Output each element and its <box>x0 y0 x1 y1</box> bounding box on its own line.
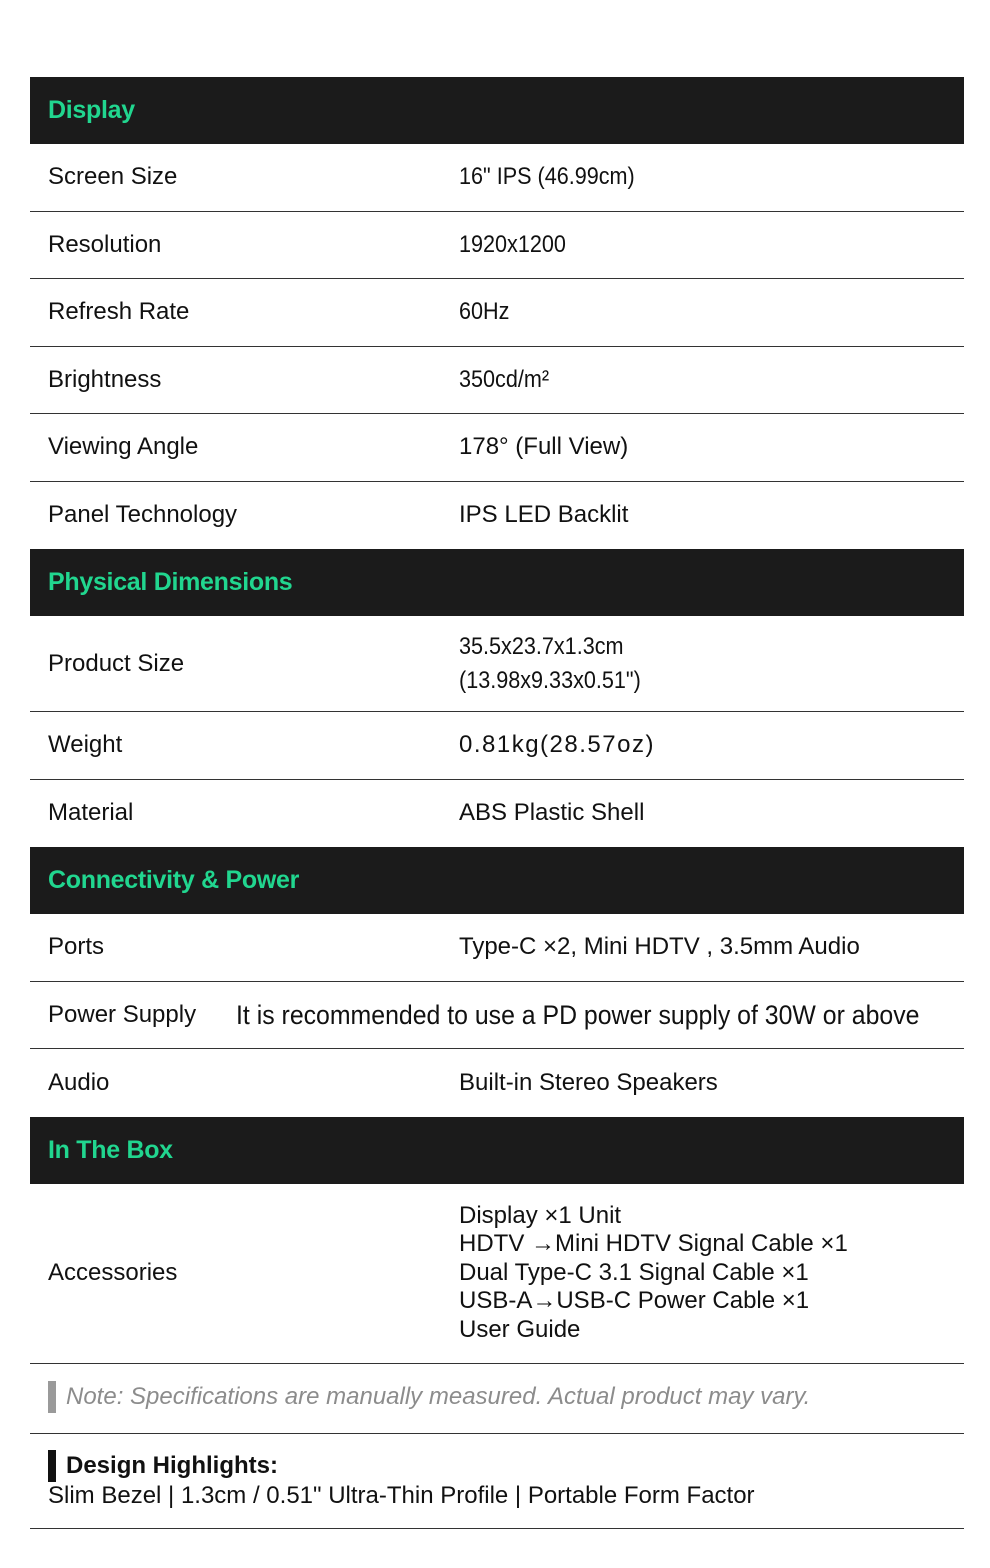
spec-value: 0.81kg(28.57oz) <box>459 731 655 759</box>
spec-label: Product Size <box>48 649 185 677</box>
spec-row-resolution <box>30 212 964 280</box>
divider <box>30 1433 964 1434</box>
highlights-heading <box>48 1450 755 1482</box>
section-title: In The Box <box>48 1135 173 1164</box>
spec-row-power-supply <box>30 982 964 1050</box>
design-highlights <box>48 1450 755 1510</box>
spec-label: Brightness <box>48 365 162 393</box>
spec-value: ABS Plastic Shell <box>459 799 645 827</box>
note-marker <box>48 1381 56 1413</box>
spec-label: Accessories <box>48 1259 178 1286</box>
spec-value: 1920x1200 <box>459 230 566 258</box>
spec-row-viewing-angle <box>30 414 964 482</box>
spec-value: IPS LED Backlit <box>459 501 629 529</box>
specs-note <box>48 1380 810 1414</box>
spec-row-screen-size <box>30 144 964 212</box>
spec-row-weight <box>30 712 964 780</box>
spec-row-refresh-rate <box>30 279 964 347</box>
spec-label: Ports <box>48 933 105 961</box>
highlights-title: Design Highlights: <box>66 1452 278 1479</box>
spec-label: Screen Size <box>48 163 178 191</box>
spec-row-accessories <box>30 1184 964 1364</box>
spec-value: 60Hz <box>459 298 510 326</box>
spec-value: 178° (Full View) <box>459 433 629 461</box>
spec-value: 350cd/m² <box>459 365 550 393</box>
spec-value: Built-in Stereo Speakers <box>459 1068 718 1096</box>
spec-label: Resolution <box>48 230 162 258</box>
spec-value: It is recommended to use a PD power supply of 30W or above <box>236 999 920 1030</box>
section-title: Display <box>48 96 135 124</box>
spec-row-brightness <box>30 347 964 415</box>
spec-value: 16" IPS (46.99cm) <box>459 163 635 191</box>
spec-row-product-size <box>30 616 964 712</box>
spec-label: Refresh Rate <box>48 298 190 326</box>
spec-value: Type-C ×2, Mini HDTV , 3.5mm Audio <box>459 933 860 961</box>
spec-row-audio <box>30 1049 964 1117</box>
spec-label: Weight <box>48 731 123 759</box>
spec-row-panel-technology <box>30 482 964 550</box>
spec-row-material <box>30 780 964 848</box>
section-header-connectivity-power <box>30 847 964 914</box>
spec-label: Power Supply <box>48 1000 197 1028</box>
spec-label: Audio <box>48 1068 110 1096</box>
section-header-display <box>30 77 964 144</box>
spec-value: Display ×1 Unit HDTV →Mini HDTV Signal Cable ×1 Dual Type-C 3.1 Signal Cable ×1 USB-A→USB-C Power Cable ×1 User Guide <box>459 1201 848 1343</box>
spec-label: Material <box>48 799 134 827</box>
spec-table <box>30 77 964 1364</box>
section-title: Physical Dimensions <box>48 568 293 596</box>
highlights-marker <box>48 1450 56 1482</box>
section-title: Connectivity & Power <box>48 866 299 894</box>
note-text: Note: Specifications are manually measured. Actual product may vary. <box>66 1383 811 1410</box>
section-header-physical-dimensions <box>30 549 964 616</box>
highlights-text: Slim Bezel | 1.3cm / 0.51" Ultra-Thin Profile | Portable Form Factor <box>48 1482 755 1509</box>
spec-label: Viewing Angle <box>48 433 199 461</box>
spec-value: 35.5x23.7x1.3cm (13.98x9.33x0.51") <box>459 632 641 694</box>
spec-row-ports <box>30 914 964 982</box>
spec-label: Panel Technology <box>48 501 238 529</box>
divider <box>30 1528 964 1529</box>
section-header-in-the-box <box>30 1117 964 1184</box>
